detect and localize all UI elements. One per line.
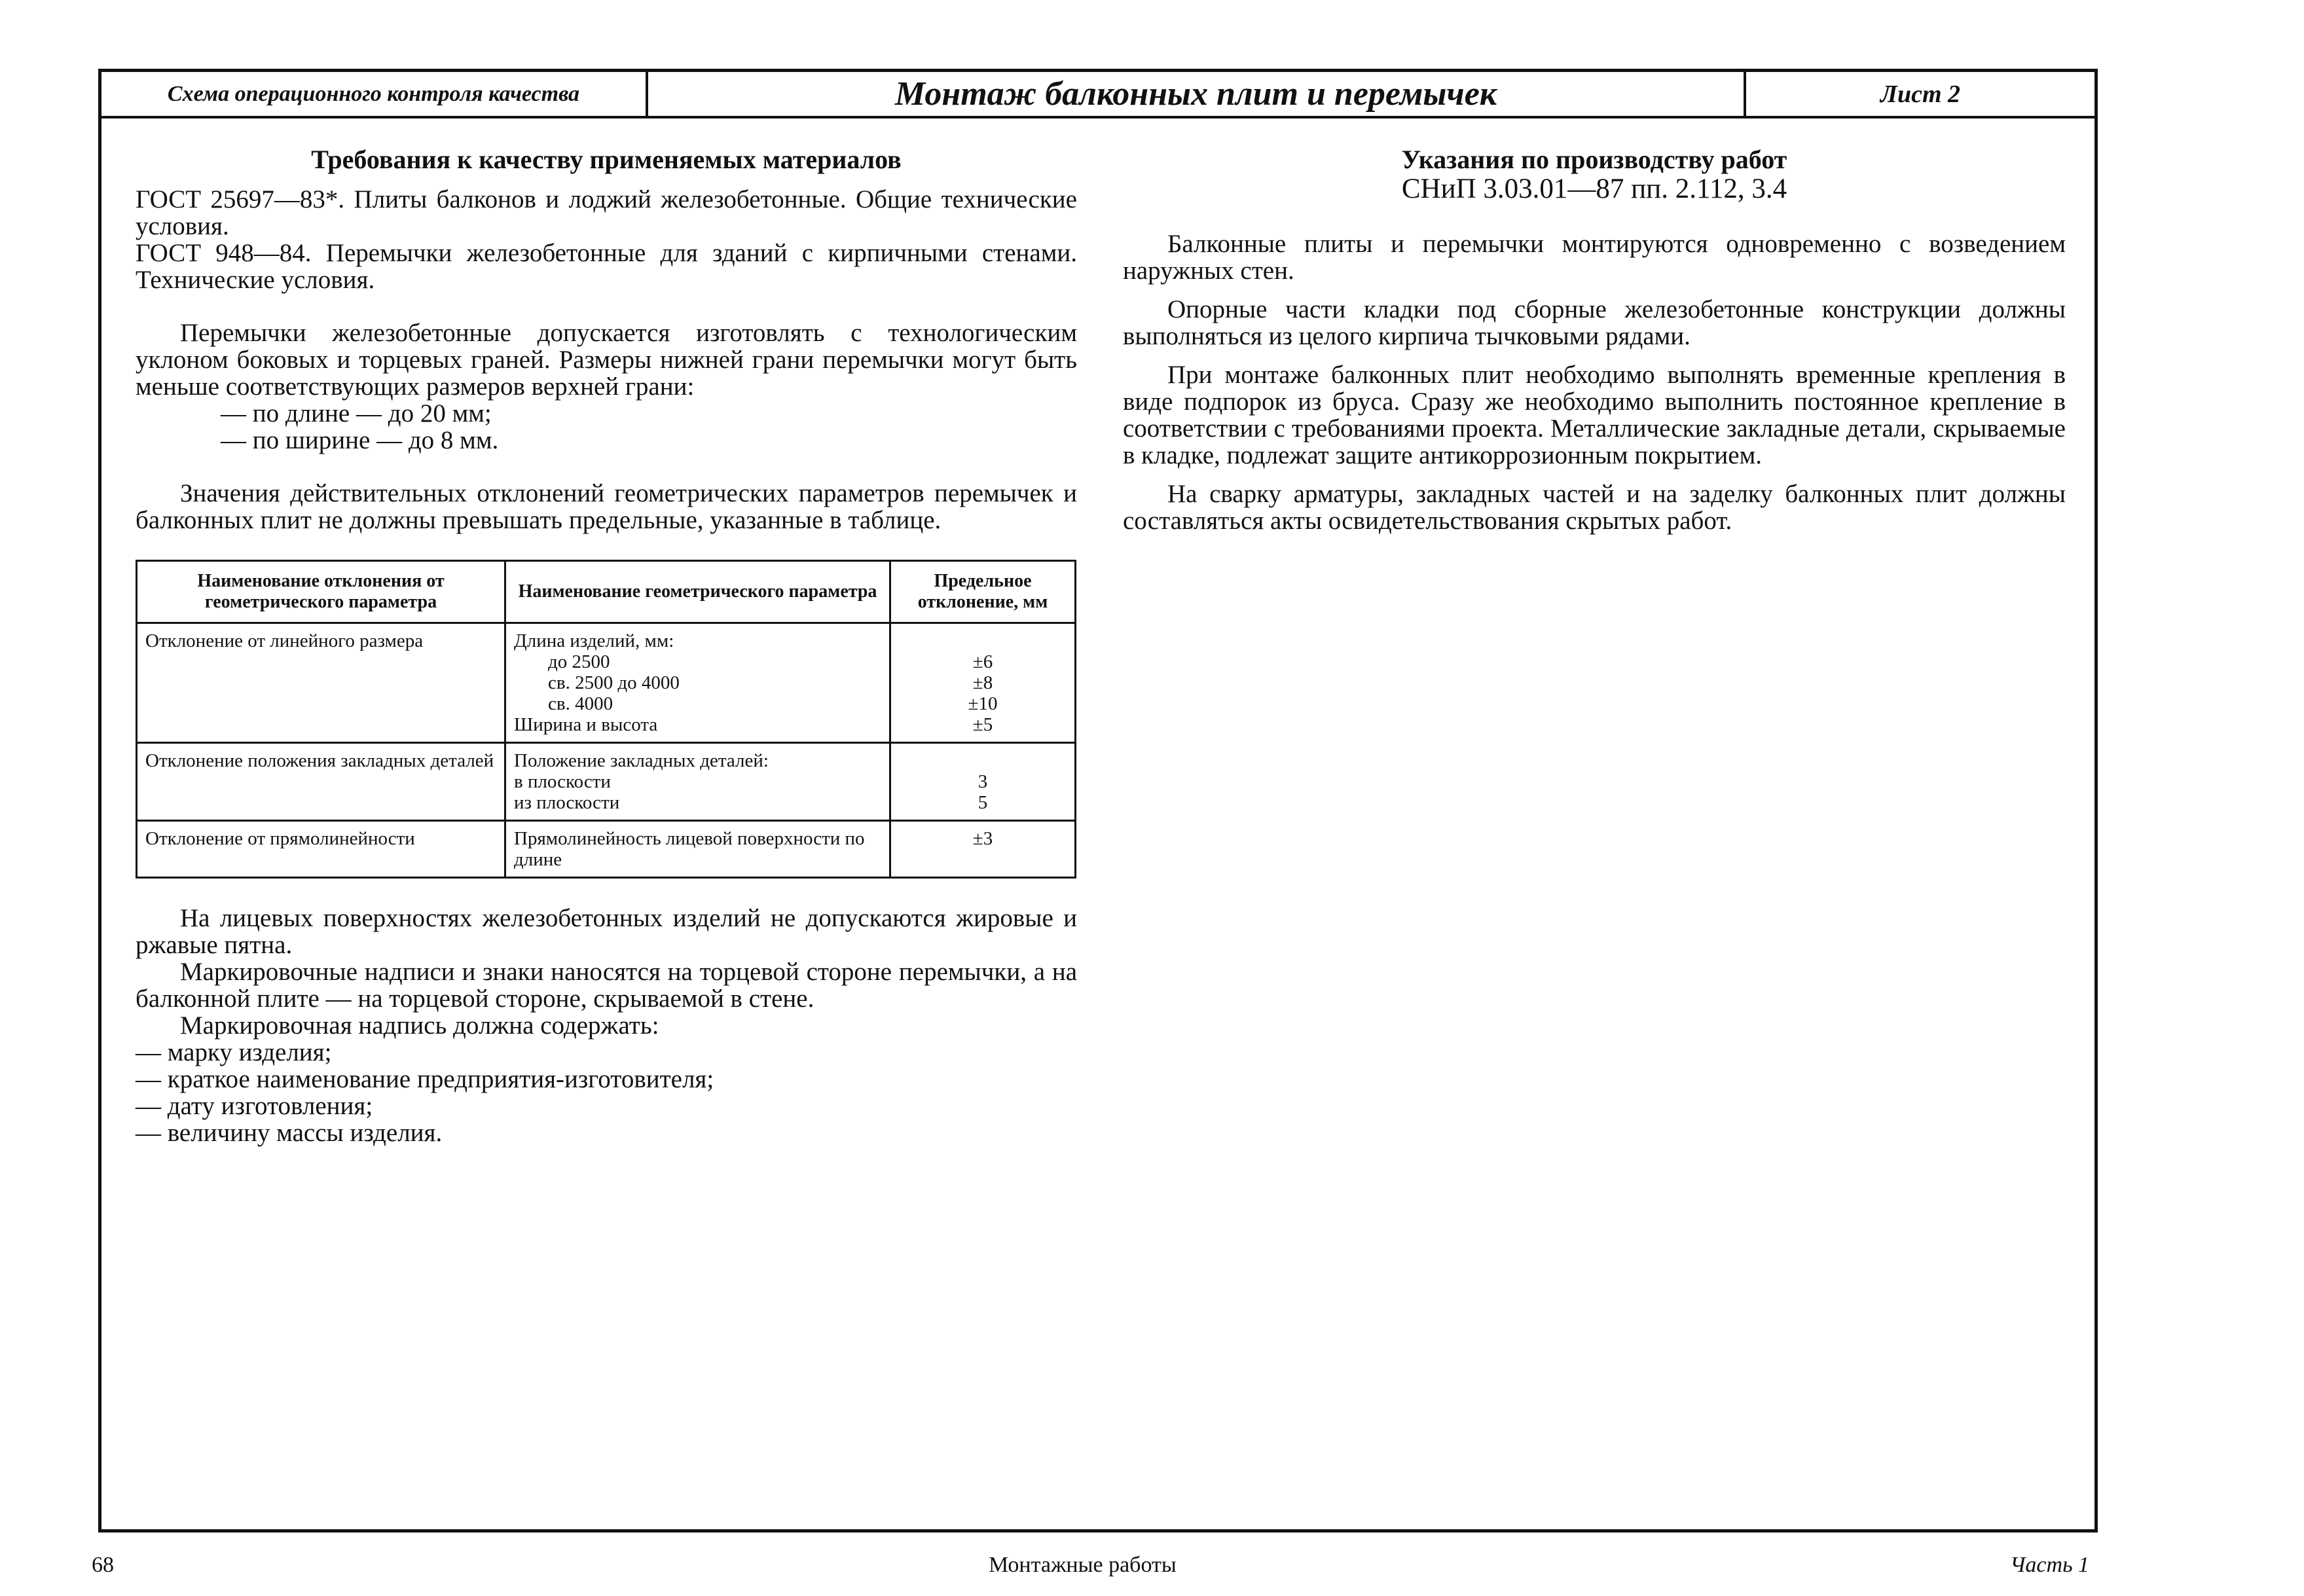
header-scheme-label: Схема операционного контроля качества: [101, 72, 648, 116]
row2-parameters: [505, 743, 890, 821]
works-paragraph-1: Балконные плиты и перемычки монтируются одновременно с возведением наружных стен.: [1123, 230, 2066, 285]
table-row: [137, 821, 1076, 878]
left-column: [136, 145, 1077, 1146]
table-header-row: [137, 561, 1076, 623]
page-number: 68: [92, 1553, 114, 1577]
row1-value-1: ±6: [972, 651, 993, 672]
lintel-tolerance-paragraph: Перемычки железобетонные допускается изготовлять с технологическим уклоном боковых и торцевых граней. Размеры нижней грани перемычки могут быть меньше соответствующих размеров верхней грани:: [136, 319, 1077, 401]
row2-deviation: Отклонение положения закладных деталей: [137, 743, 505, 821]
row1-param-1: до 2500: [548, 651, 610, 672]
surface-paragraph: На лицевых поверхностях железобетонных изделий не допускаются жировые и ржавые пятна.: [136, 904, 1077, 959]
table-row: [137, 743, 1076, 821]
footer-part: Часть 1: [2010, 1553, 2090, 1577]
row1-value-2: ±8: [972, 672, 993, 693]
header-bar: [101, 72, 2094, 118]
row1-value-3: ±10: [968, 693, 998, 714]
length-tolerance-item: — по длине — до 20 мм;: [221, 399, 492, 427]
right-column: [1123, 145, 2066, 534]
row2-value-2: 5: [978, 792, 988, 813]
header-title: Монтаж балконных плит и перемычек: [648, 72, 1746, 116]
row1-values: [890, 623, 1076, 743]
row2-param-0: Положение закладных деталей:: [514, 750, 769, 771]
works-paragraph-4: На сварку арматуры, закладных частей и на заделку балконных плит должны составляться акты освидетельствования скрытых работ.: [1123, 480, 2066, 535]
table-row: [137, 623, 1076, 743]
row1-parameters: [505, 623, 890, 743]
row1-param-0: Длина изделий, мм:: [514, 630, 674, 651]
row1-param-2: св. 2500 до 4000: [548, 672, 680, 693]
works-paragraph-2: Опорные части кладки под сборные железобетонные конструкции должны выполняться из целого кирпича тычковыми рядами.: [1123, 295, 2066, 350]
table-header-limit: Предельное отклонение, мм: [890, 561, 1076, 623]
table-header-parameter: Наименование геометрического параметра: [505, 561, 890, 623]
marking-item-2: — краткое наименование предприятия-изготовителя;: [136, 1065, 714, 1093]
header-sheet-number: Лист 2: [1880, 80, 1961, 108]
row1-param-3: св. 4000: [548, 693, 613, 714]
gost-2: ГОСТ 948—84. Перемычки железобетонные для зданий с кирпичными стенами. Технические условия.: [136, 239, 1077, 294]
row1-deviation: Отклонение от линейного размера: [137, 623, 505, 743]
row3-deviation: Отклонение от прямолинейности: [137, 821, 505, 878]
marking-item-3: — дату изготовления;: [136, 1092, 373, 1120]
row2-param-2: из плоскости: [514, 792, 620, 813]
footer-section-name: Монтажные работы: [989, 1553, 1177, 1577]
tolerance-table: [136, 560, 1076, 879]
page-frame: [98, 69, 2098, 1533]
row2-param-1: в плоскости: [514, 771, 611, 792]
gost-1: ГОСТ 25697—83*. Плиты балконов и лоджий железобетонные. Общие технические условия.: [136, 185, 1077, 240]
row1-value-4: ±5: [972, 714, 993, 735]
works-section-title: Указания по производству работ: [1401, 145, 1787, 174]
table-header-deviation: Наименование отклонения от геометрического параметра: [137, 561, 505, 623]
row2-value-1: 3: [978, 771, 988, 792]
row2-values: [890, 743, 1076, 821]
marking-item-4: — величину массы изделия.: [136, 1119, 443, 1147]
row3-value: ±3: [890, 821, 1076, 878]
marking-content-intro: Маркировочная надпись должна содержать:: [180, 1011, 659, 1040]
row1-param-4: Ширина и высота: [514, 714, 658, 735]
deviation-paragraph: Значения действительных отклонений геометрических параметров перемычек и балконных плит не должны превышать предельные, указанные в таблице.: [136, 479, 1077, 534]
width-tolerance-item: — по ширине — до 8 мм.: [221, 426, 499, 454]
materials-section-title: Требования к качеству применяемых материалов: [311, 145, 902, 174]
marking-paragraph: Маркировочные надписи и знаки наносятся на торцевой стороне перемычки, а на балконной плите — на торцевой стороне, скрываемой в стене.: [136, 958, 1077, 1013]
works-paragraph-3: При монтаже балконных плит необходимо выполнять временные крепления в виде подпорок из бруса. Сразу же необходимо выполнить постоянное крепление в соответствии с требованиями проекта. Металлические закладные детали, скрываемые в кладке, подлежат защите антикоррозионным покрытием.: [1123, 361, 2066, 469]
marking-item-1: — марку изделия;: [136, 1038, 332, 1066]
row3-parameter: Прямолинейность лицевой поверхности по длине: [505, 821, 890, 878]
works-section-subtitle: СНиП 3.03.01—87 пп. 2.112, 3.4: [1401, 173, 1787, 204]
